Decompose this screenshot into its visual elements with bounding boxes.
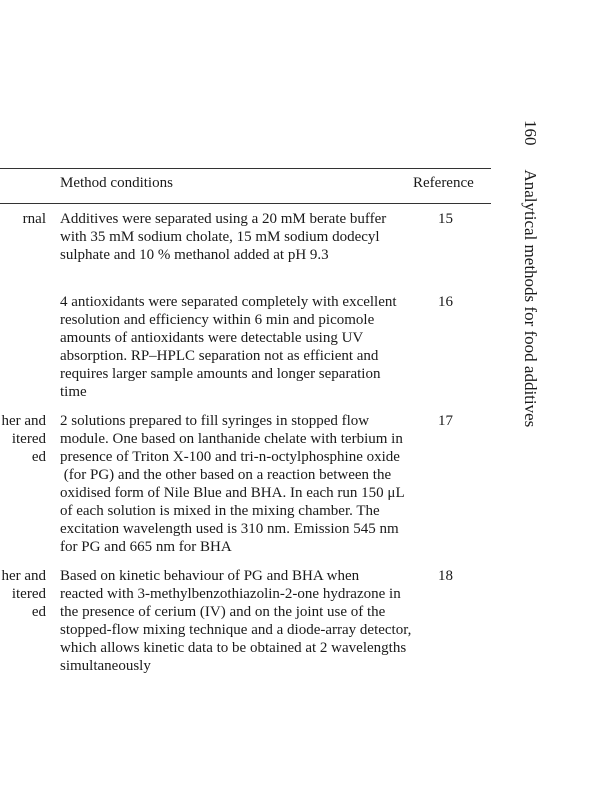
row-2-reference: 16: [438, 294, 453, 310]
page-number: 160: [521, 120, 540, 146]
running-head-title: Analytical methods for food additives: [521, 169, 540, 428]
row-3-reference: 17: [438, 413, 453, 429]
column-header-method-conditions: Method conditions: [60, 175, 173, 191]
row-3-method-conditions: 2 solutions prepared to fill syringes in stopped flow module. One based on lanthanide chelate with terbium in presence of Triton X-100 and tri-n-octylphosphine oxide (for PG) and the other based on a reaction between the oxidised form of Nile Blue and BHA. In each run 150 μL of each solution is mixed in the mixing chamber. The excitation wavelength used is 310 nm. Emission 545 nm for PG and 665 nm for BHA: [60, 413, 405, 555]
row-4-reference: 18: [438, 568, 453, 584]
table-top-rule: [0, 168, 491, 169]
row-1-left-fragment: rnal: [22, 211, 46, 227]
table-header-rule: [0, 203, 491, 204]
column-header-reference: Reference: [413, 175, 474, 191]
row-2-method-conditions: 4 antioxidants were separated completely with excellent resolution and efficiency within 6 min and picomole amounts of antioxidants were detectable using UV absorption. RP–HPLC separation not as efficient and requires larger sample amounts and longer separation time: [60, 294, 397, 400]
row-3-left-fragment: her and itered ed: [1, 413, 46, 465]
row-1-reference: 15: [438, 211, 453, 227]
row-4-left-fragment: her and itered ed: [1, 568, 46, 620]
row-4-method-conditions: Based on kinetic behaviour of PG and BHA when reacted with 3-methylbenzothiazolin-2-one hydrazone in the presence of cerium (IV) and on the joint use of the stopped-flow mixing technique and a diode-array detector, which allows kinetic data to be obtained at 2 wavelengths simultaneously: [60, 568, 412, 674]
row-1-method-conditions: Additives were separated using a 20 mM berate buffer with 35 mM sodium cholate, 15 mM sodium dodecyl sulphate and 10 % methanol added at pH 9.3: [60, 211, 387, 263]
running-head: [519, 120, 541, 427]
